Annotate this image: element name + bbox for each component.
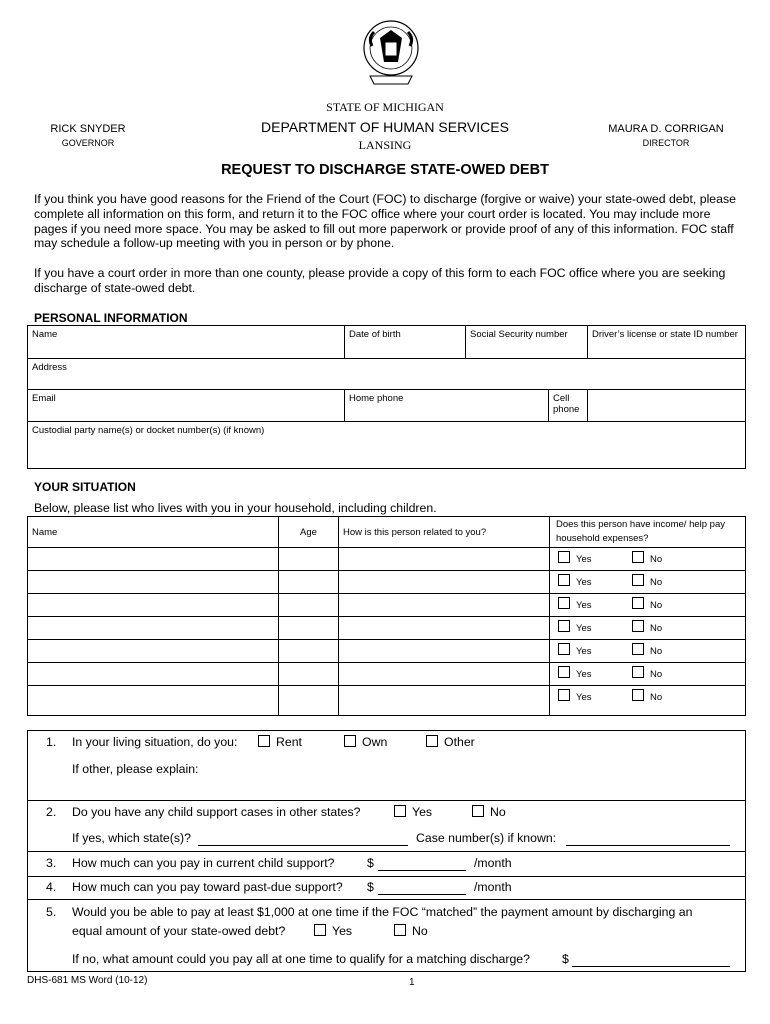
q2-text: Do you have any child support cases in other states? <box>72 805 361 819</box>
email-label: Email <box>32 393 56 404</box>
yes-checkbox[interactable] <box>558 689 570 701</box>
rent-checkbox[interactable] <box>258 735 270 747</box>
q5-yes-option[interactable]: Yes <box>314 924 352 938</box>
no-checkbox[interactable] <box>632 620 644 632</box>
q4-text: How much can you pay toward past-due support? <box>72 880 343 894</box>
q3-amount-input[interactable] <box>378 858 466 871</box>
state-seal-icon <box>362 18 420 88</box>
q5-ifno-text: If no, what amount could you pay all at one time to qualify for a matching discharge? <box>72 952 530 966</box>
q1-text: In your living situation, do you: <box>72 735 238 749</box>
other-checkbox[interactable] <box>426 735 438 747</box>
q2-yes-option[interactable]: Yes <box>394 805 432 819</box>
intro-paragraph-1: If you think you have good reasons for the Friend of the Court (FOC) to discharge (forgive or waive) your state-owed debt, please complete all information on this form, and return it to the FOC office where your court order is located. You may include more pages if you need more space. You may be asked to fill out more paperwork or provide proof of any of this information. FOC staff may schedule a follow-up meeting with you in person or by phone. <box>34 192 736 251</box>
q3-dollar: $ <box>367 856 374 870</box>
no-checkbox[interactable] <box>472 805 484 817</box>
table-row: Yes No <box>28 548 746 571</box>
personal-info-table <box>27 325 746 469</box>
q4-number: 4. <box>46 880 57 894</box>
form-title: REQUEST TO DISCHARGE STATE-OWED DEBT <box>221 162 549 178</box>
custodial-label: Custodial party name(s) or docket number(s) (if known) <box>32 425 265 436</box>
q4-dollar: $ <box>367 880 374 894</box>
q3-text: How much can you pay in current child support? <box>72 856 335 870</box>
q5-text-line2: equal amount of your state-owed debt? <box>72 924 286 938</box>
table-row: Yes No <box>28 594 746 617</box>
q1-own-option[interactable]: Own <box>344 735 387 749</box>
q2-states-input[interactable] <box>198 833 408 846</box>
intro-paragraph-2: If you have a court order in more than one county, please provide a copy of this form to each FOC office where you are seeking discharge of state-owed debt. <box>34 266 726 295</box>
yes-checkbox[interactable] <box>558 620 570 632</box>
table-row: Yes No <box>28 686 746 716</box>
table-row: Yes No <box>28 617 746 640</box>
household-intro: Below, please list who lives with you in your household, including children. <box>34 501 437 515</box>
divider <box>27 876 746 877</box>
q2-case-label: Case number(s) if known: <box>416 831 557 845</box>
cell-phone-field[interactable] <box>549 390 587 421</box>
q3-per-month: /month <box>474 856 512 870</box>
custodial-field[interactable] <box>28 422 746 469</box>
no-checkbox[interactable] <box>394 924 406 936</box>
yes-checkbox[interactable] <box>558 643 570 655</box>
director-name: MAURA D. CORRIGAN <box>608 123 724 135</box>
yes-checkbox[interactable] <box>558 574 570 586</box>
divider <box>27 800 746 801</box>
page-number: 1 <box>409 977 415 988</box>
q5-no-option[interactable]: No <box>394 924 428 938</box>
email-field[interactable] <box>28 390 345 422</box>
phone-cell <box>345 390 588 422</box>
col-age-label: Age <box>300 526 317 538</box>
city-name: LANSING <box>358 138 412 152</box>
yes-checkbox[interactable] <box>314 924 326 936</box>
governor-name: RICK SNYDER <box>50 123 126 135</box>
name-label: Name <box>32 329 58 340</box>
table-row: Yes No <box>28 663 746 686</box>
license-label: Driver’s license or state ID number <box>592 329 738 340</box>
col-relation-header <box>339 517 550 548</box>
home-phone-label: Home phone <box>349 393 404 404</box>
col-relation-label: How is this person related to you? <box>343 526 487 538</box>
household-table <box>27 516 746 716</box>
home-phone-field[interactable] <box>345 390 549 421</box>
col-name-label: Name <box>32 526 58 538</box>
personal-info-heading: PERSONAL INFORMATION <box>34 311 188 325</box>
col-name-header <box>28 517 279 548</box>
address-label: Address <box>32 362 67 373</box>
col-age-header <box>279 517 339 548</box>
q5-dollar: $ <box>562 952 569 966</box>
q2-no-option[interactable]: No <box>472 805 506 819</box>
state-name: STATE OF MICHIGAN <box>326 100 444 114</box>
no-checkbox[interactable] <box>632 597 644 609</box>
yes-checkbox[interactable] <box>558 551 570 563</box>
q4-per-month: /month <box>474 880 512 894</box>
no-checkbox[interactable] <box>632 643 644 655</box>
license-field[interactable] <box>588 326 746 359</box>
ssn-field[interactable] <box>466 326 588 359</box>
yes-checkbox[interactable] <box>558 597 570 609</box>
table-row: Yes No <box>28 571 746 594</box>
q1-rent-option[interactable]: Rent <box>258 735 302 749</box>
yes-checkbox[interactable] <box>394 805 406 817</box>
q1-explain-label: If other, please explain: <box>72 762 199 776</box>
q1-number: 1. <box>46 735 57 749</box>
q5-text-line1: Would you be able to pay at least $1,000 at one time if the FOC “matched” the payment amount by discharging an <box>72 905 693 919</box>
col-income-header <box>550 517 746 548</box>
no-checkbox[interactable] <box>632 689 644 701</box>
name-field[interactable] <box>28 326 345 359</box>
q2-case-input[interactable] <box>566 833 730 846</box>
address-field[interactable] <box>28 359 746 390</box>
yes-checkbox[interactable] <box>558 666 570 678</box>
dob-label: Date of birth <box>349 329 401 340</box>
table-row: Yes No <box>28 640 746 663</box>
no-checkbox[interactable] <box>632 666 644 678</box>
divider <box>27 899 746 900</box>
cell-phone-field-extension[interactable] <box>588 390 746 422</box>
q2-which-label: If yes, which state(s)? <box>72 831 191 845</box>
director-title: DIRECTOR <box>642 138 690 148</box>
q3-number: 3. <box>46 856 57 870</box>
cell-phone-label: Cell phone <box>553 393 580 415</box>
q4-amount-input[interactable] <box>378 882 466 895</box>
no-checkbox[interactable] <box>632 574 644 586</box>
own-checkbox[interactable] <box>344 735 356 747</box>
q5-amount-input[interactable] <box>572 954 730 967</box>
col-income-label: Does this person have income/ help pay household expenses? <box>556 519 725 544</box>
dob-field[interactable] <box>345 326 466 359</box>
ssn-label: Social Security number <box>470 329 568 340</box>
q5-number: 5. <box>46 905 57 919</box>
q2-number: 2. <box>46 805 57 819</box>
department-name: DEPARTMENT OF HUMAN SERVICES <box>261 119 509 135</box>
governor-title: GOVERNOR <box>61 138 115 148</box>
divider <box>27 851 746 852</box>
q1-other-option[interactable]: Other <box>426 735 475 749</box>
your-situation-heading: YOUR SITUATION <box>34 480 136 494</box>
form-id: DHS-681 MS Word (10-12) <box>27 975 148 986</box>
no-checkbox[interactable] <box>632 551 644 563</box>
